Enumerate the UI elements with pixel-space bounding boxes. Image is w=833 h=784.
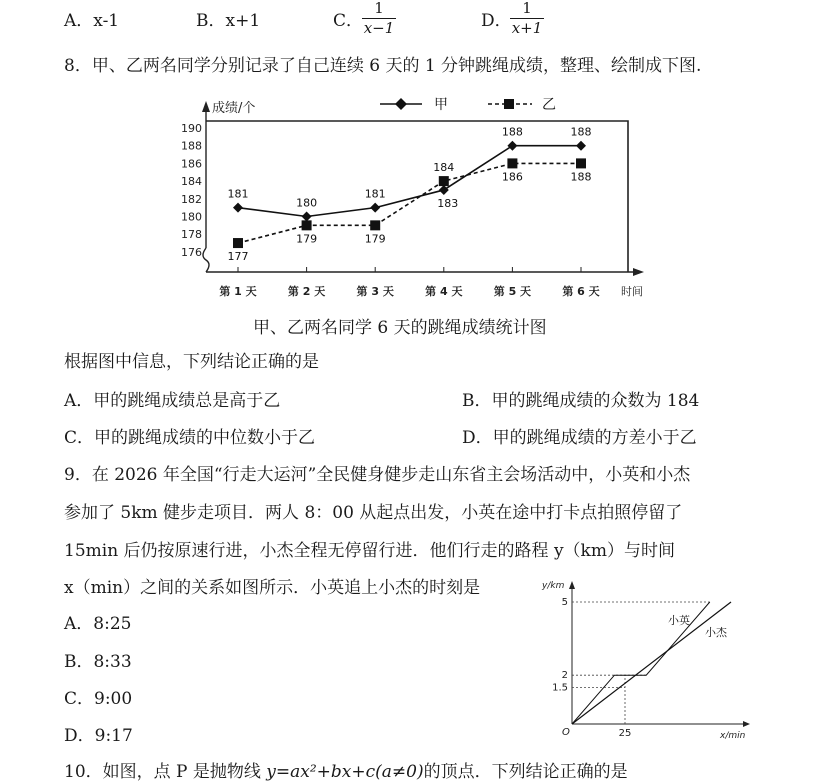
fraction-numerator: 1 (522, 0, 532, 17)
y-axis-arrow (569, 581, 575, 589)
q9-line-3: 15min 后仍按原速行进，小杰全程无停留行进．他们行走的路程 y（km）与时间 (64, 541, 675, 561)
y-axis-label: 成绩/个 (212, 101, 256, 116)
y-tick-label: 5 (561, 597, 568, 608)
q8-option-c: C．甲的跳绳成绩的中位数小于乙 (64, 428, 316, 448)
x-tick-label: 第 3 天 (356, 285, 394, 298)
series-line-xiaojie (572, 602, 731, 724)
q10-stem (64, 760, 628, 784)
data-point-jia (507, 141, 517, 151)
data-label-jia: 181 (364, 187, 386, 201)
q7-option-b: B．x+1 (196, 11, 261, 31)
q8-option-b: B．甲的跳绳成绩的众数为 184 (462, 391, 700, 411)
data-label-yi: 177 (227, 250, 249, 264)
jump-rope-line-chart (170, 88, 660, 310)
x-axis-label: x/min (720, 731, 746, 741)
y-tick-label: 178 (181, 228, 202, 242)
y-axis-label: y/km (542, 581, 565, 591)
q9-line-1: 9．在 2026 年全国“行走大运河”全民健身健步走山东省主会场活动中，小英和小杰 (64, 465, 691, 485)
y-tick-label: 186 (181, 157, 202, 171)
fraction-numerator: 1 (374, 0, 384, 17)
q9-option-c: C．9:00 (64, 689, 133, 709)
q8-question: 根据图中信息，下列结论正确的是 (64, 352, 319, 372)
y-tick-label: 2 (561, 670, 568, 682)
data-label-yi: 179 (364, 232, 386, 246)
data-point-yi (576, 158, 586, 168)
legend-marker-yi (504, 99, 514, 109)
data-label-yi: 188 (570, 170, 592, 184)
data-label-yi: 184 (433, 161, 455, 175)
x-tick-label: 第 6 天 (562, 285, 600, 298)
data-label-jia: 180 (296, 196, 318, 210)
x-tick-label: 第 2 天 (287, 285, 326, 298)
y-tick-label: 182 (181, 192, 202, 206)
fraction-denominator: x−1 (363, 19, 395, 37)
data-point-yi (439, 176, 449, 186)
series-label-xiaojie: 小杰 (705, 626, 727, 639)
data-point-jia (302, 212, 312, 222)
q7-option-c-fraction (362, 0, 396, 37)
y-tick-label: 184 (181, 175, 202, 189)
data-point-yi (302, 220, 312, 230)
x-axis-arrow (743, 721, 750, 727)
x-axis-label: 时间 (621, 285, 643, 298)
q7-option-d-letter: D． (481, 11, 512, 31)
y-tick-label: 180 (181, 210, 202, 224)
q9-option-b: B．8:33 (64, 652, 132, 672)
series-label-xiaoying: 小英 (668, 614, 690, 627)
data-point-jia (233, 203, 243, 213)
data-label-jia: 188 (501, 125, 523, 139)
x-tick-label: 第 5 天 (493, 285, 532, 298)
series-line-yi (238, 163, 581, 246)
y-tick-label: 1.5 (552, 682, 568, 694)
distance-time-graph (540, 576, 760, 746)
data-label-jia: 188 (570, 125, 592, 139)
data-point-yi (370, 220, 380, 230)
y-tick-label: 190 (181, 122, 202, 135)
x-tick-label: 第 1 天 (219, 285, 257, 298)
y-axis-arrow (202, 101, 210, 112)
legend-label-yi: 乙 (542, 97, 556, 113)
y-tick-label: 188 (181, 139, 202, 153)
origin-label: O (562, 727, 570, 738)
q10-prefix: 10．如图，点 P 是抛物线 (64, 762, 267, 782)
x-axis-arrow (633, 268, 644, 276)
axis-break-mark (203, 248, 209, 272)
fraction-denominator: x+1 (511, 19, 543, 37)
data-point-jia (576, 141, 586, 151)
q7-option-a: A．x-1 (64, 11, 120, 31)
data-point-yi (507, 158, 517, 168)
y-tick-label: 176 (181, 245, 202, 259)
q9-line-2: 参加了 5km 健步走项目．两人 8：00 从起点出发，小英在途中打卡点拍照停留了 (64, 503, 683, 523)
chart-caption: 甲、乙两名同学 6 天的跳绳成绩统计图 (253, 318, 547, 338)
q9-option-a: A．8:25 (64, 614, 132, 634)
x-tick-label: 第 4 天 (425, 285, 463, 298)
q8-option-a: A．甲的跳绳成绩总是高于乙 (64, 391, 281, 411)
q8-stem: 8．甲、乙两名同学分别记录了自己连续 6 天的 1 分钟跳绳成绩，整理、绘制成下图. (64, 56, 702, 76)
series-line-jia (238, 146, 581, 217)
data-label-jia: 181 (227, 187, 249, 201)
q10-suffix: 的顶点．下列结论正确的是 (423, 762, 628, 782)
data-point-jia (439, 185, 449, 195)
q7-option-c-letter: C． (333, 11, 364, 31)
data-label-jia: 183 (437, 196, 459, 210)
q8-option-d: D．甲的跳绳成绩的方差小于乙 (462, 428, 697, 448)
legend-label-jia: 甲 (434, 97, 448, 113)
x-tick-label: 25 (618, 728, 632, 739)
q10-formula: y=ax²+bx+c(a≠0) (266, 762, 424, 782)
data-point-jia (370, 203, 380, 213)
data-label-yi: 186 (501, 170, 523, 184)
q9-line-4: x（min）之间的关系如图所示．小英追上小杰的时刻是 (64, 578, 481, 598)
data-point-yi (233, 238, 243, 248)
legend-marker-jia (395, 98, 407, 110)
q9-option-d: D．9:17 (64, 726, 133, 746)
data-label-yi: 179 (296, 232, 318, 246)
q7-option-d-fraction (510, 0, 544, 37)
